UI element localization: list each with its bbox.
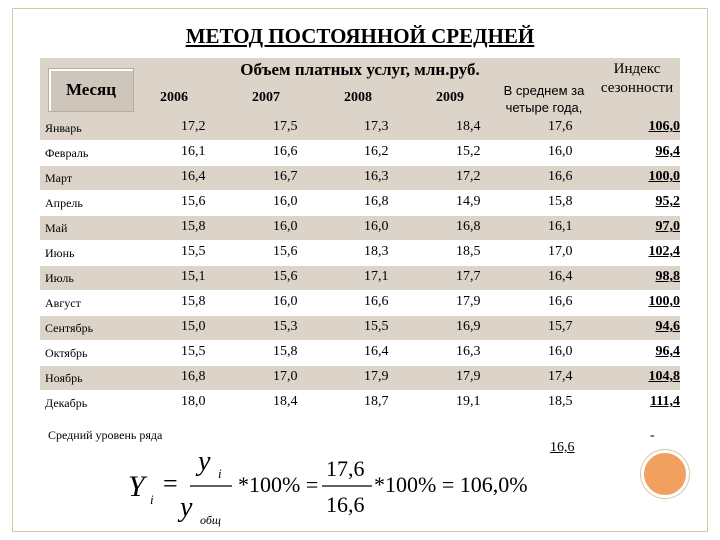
- v2009-cell: 18,4: [456, 119, 481, 134]
- table-row: [40, 391, 680, 415]
- year-2007-header: 2007: [252, 90, 280, 105]
- v2009-cell: 14,9: [456, 194, 481, 209]
- formula-denominator: y: [180, 492, 193, 523]
- year-2008-header: 2008: [344, 90, 372, 105]
- svg-text:=: =: [163, 469, 178, 498]
- formula-num2: 17,6: [326, 456, 365, 481]
- volume-header: Объем платных услуг, млн.руб.: [240, 60, 480, 79]
- v2007-cell: 15,6: [273, 244, 298, 259]
- seasonality-index-header: [592, 60, 682, 98]
- month-cell: Октябрь: [45, 346, 88, 360]
- month-cell: Декабрь: [45, 396, 88, 410]
- v2008-cell: 17,9: [364, 369, 389, 384]
- month-cell: Январь: [45, 121, 82, 135]
- v2008-cell: 16,0: [364, 219, 389, 234]
- table-row: [40, 291, 680, 315]
- formula-lhs: Y: [128, 470, 145, 503]
- year-2006-header: 2006: [160, 90, 188, 105]
- month-cell: Июль: [45, 271, 74, 285]
- average-header: [498, 82, 590, 116]
- table-row: [40, 166, 680, 190]
- avg-cell: 16,1: [548, 219, 573, 234]
- v2006-cell: 15,6: [181, 194, 206, 209]
- formula-pct2: *100% = 106,0%: [374, 472, 528, 497]
- v2006-cell: 18,0: [181, 394, 206, 409]
- table-row: [40, 191, 680, 215]
- formula-pct1: *100% =: [238, 472, 319, 497]
- v2007-cell: 15,6: [273, 269, 298, 284]
- avg-cell: 18,5: [548, 394, 573, 409]
- series-average-index: -: [650, 428, 655, 443]
- avg-cell: 17,0: [548, 244, 573, 259]
- v2007-cell: 15,8: [273, 344, 298, 359]
- avg-cell: 16,6: [548, 294, 573, 309]
- v2008-cell: 18,3: [364, 244, 389, 259]
- v2007-cell: 16,7: [273, 169, 298, 184]
- table-row: [40, 366, 680, 390]
- series-average-value: 16,6: [550, 440, 575, 455]
- v2006-cell: 15,8: [181, 294, 206, 309]
- series-average-label: Средний уровень ряда: [48, 428, 163, 442]
- v2006-cell: 15,5: [181, 344, 206, 359]
- month-cell: Август: [45, 296, 81, 310]
- table-row: [40, 116, 680, 140]
- formula-denominator-sub: общ: [200, 513, 221, 527]
- formula-lhs-sub: i: [150, 492, 154, 507]
- v2009-cell: 16,9: [456, 319, 481, 334]
- v2009-cell: 15,2: [456, 144, 481, 159]
- avg-cell: 15,8: [548, 194, 573, 209]
- slide-title: МЕТОД ПОСТОЯННОЙ СРЕДНЕЙ: [185, 24, 535, 48]
- v2009-cell: 17,2: [456, 169, 481, 184]
- month-cell: Ноябрь: [45, 371, 83, 385]
- v2007-cell: 18,4: [273, 394, 298, 409]
- formula-numerator: y: [198, 448, 211, 477]
- year-2009-header: 2009: [436, 90, 464, 105]
- v2009-cell: 19,1: [456, 394, 481, 409]
- seasonality-index-cell: 97,0: [655, 219, 680, 234]
- v2007-cell: 17,5: [273, 119, 298, 134]
- v2007-cell: 16,6: [273, 144, 298, 159]
- v2006-cell: 15,8: [181, 219, 206, 234]
- seasonality-formula: [120, 448, 540, 540]
- v2006-cell: 16,8: [181, 369, 206, 384]
- decorative-circle: [641, 450, 689, 498]
- table-row: [40, 241, 680, 265]
- v2006-cell: 16,4: [181, 169, 206, 184]
- seasonality-index-cell: 96,4: [655, 344, 680, 359]
- v2007-cell: 16,0: [273, 219, 298, 234]
- v2009-cell: 16,3: [456, 344, 481, 359]
- v2008-cell: 17,1: [364, 269, 389, 284]
- v2008-cell: 16,6: [364, 294, 389, 309]
- avg-cell: 17,4: [548, 369, 573, 384]
- seasonality-index-cell: 104,8: [648, 369, 680, 384]
- v2008-cell: 16,8: [364, 194, 389, 209]
- table-row: [40, 341, 680, 365]
- avg-cell: 16,0: [548, 344, 573, 359]
- seasonality-index-cell: 94,6: [655, 319, 680, 334]
- v2009-cell: 17,9: [456, 294, 481, 309]
- v2007-cell: 16,0: [273, 294, 298, 309]
- seasonality-index-cell: 98,8: [655, 269, 680, 284]
- month-column-header: Месяц: [48, 68, 134, 112]
- v2006-cell: 16,1: [181, 144, 206, 159]
- seasonality-index-cell: 95,2: [655, 194, 680, 209]
- seasonality-index-cell: 102,4: [648, 244, 680, 259]
- table-row: [40, 141, 680, 165]
- table-row: [40, 266, 680, 290]
- month-cell: Сентябрь: [45, 321, 94, 335]
- avg-cell: 17,6: [548, 119, 573, 134]
- seasonality-index-cell: 111,4: [650, 394, 680, 409]
- avg-cell: 16,0: [548, 144, 573, 159]
- v2008-cell: 15,5: [364, 319, 389, 334]
- formula-numerator-sub: i: [218, 466, 222, 481]
- month-cell: Июнь: [45, 246, 75, 260]
- v2006-cell: 15,0: [181, 319, 206, 334]
- seasonality-index-cell: 100,0: [648, 169, 680, 184]
- v2008-cell: 17,3: [364, 119, 389, 134]
- v2007-cell: 16,0: [273, 194, 298, 209]
- v2007-cell: 17,0: [273, 369, 298, 384]
- v2008-cell: 16,2: [364, 144, 389, 159]
- v2008-cell: 18,7: [364, 394, 389, 409]
- v2008-cell: 16,3: [364, 169, 389, 184]
- v2008-cell: 16,4: [364, 344, 389, 359]
- avg-cell: 15,7: [548, 319, 573, 334]
- formula-den2: 16,6: [326, 492, 365, 517]
- index-header-line1: Индекс: [613, 61, 661, 77]
- v2009-cell: 17,9: [456, 369, 481, 384]
- v2006-cell: 17,2: [181, 119, 206, 134]
- month-cell: Май: [45, 221, 68, 235]
- avg-cell: 16,6: [548, 169, 573, 184]
- month-cell: Апрель: [45, 196, 83, 210]
- month-cell: Март: [45, 171, 73, 185]
- seasonality-index-cell: 106,0: [648, 119, 680, 134]
- v2009-cell: 17,7: [456, 269, 481, 284]
- month-cell: Февраль: [45, 146, 89, 160]
- table-row: [40, 216, 680, 240]
- v2007-cell: 15,3: [273, 319, 298, 334]
- table-row: [40, 316, 680, 340]
- v2006-cell: 15,5: [181, 244, 206, 259]
- average-header-line1: В среднем за: [503, 83, 585, 98]
- v2009-cell: 16,8: [456, 219, 481, 234]
- seasonality-index-cell: 96,4: [655, 144, 680, 159]
- v2009-cell: 18,5: [456, 244, 481, 259]
- v2006-cell: 15,1: [181, 269, 206, 284]
- average-header-line2: четыре года,: [505, 100, 583, 115]
- seasonality-index-cell: 100,0: [648, 294, 680, 309]
- avg-cell: 16,4: [548, 269, 573, 284]
- index-header-line2: сезонности: [600, 80, 674, 96]
